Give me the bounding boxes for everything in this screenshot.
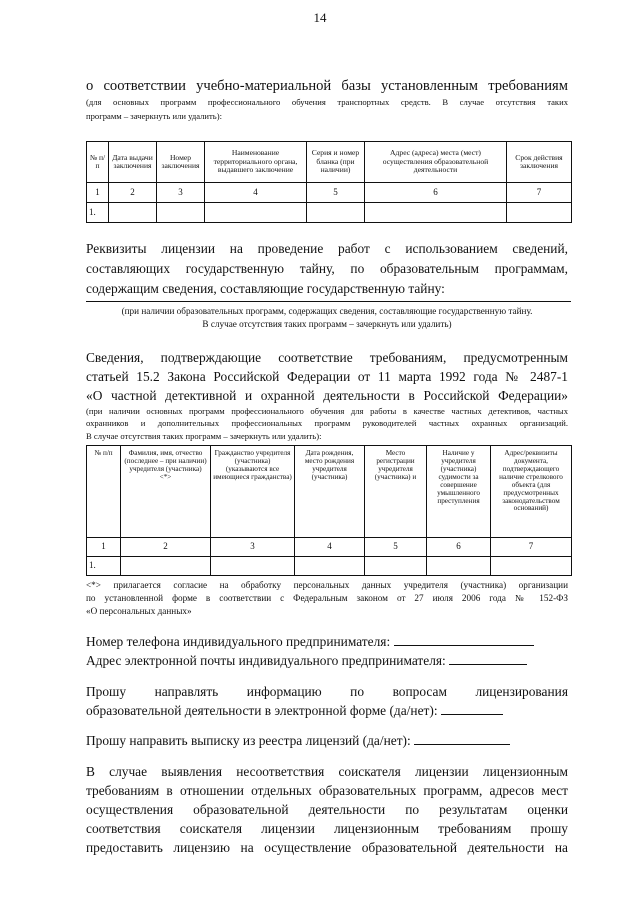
block2-fill-line: [86, 301, 571, 302]
block2-line1: Реквизиты лицензии на проведение работ с использованием сведений,: [86, 241, 568, 256]
table-header-row: [87, 142, 572, 183]
page-number: 14: [313, 10, 327, 25]
table-cell[interactable]: [295, 557, 365, 576]
block2-note2: В случае отсутствия таких программ – зачеркнуть или удалить): [202, 319, 452, 329]
col-header: Адрес/реквизиты документа, подтверждающего наличие стрелкового объекта (для предусмотренных законодательством оснований): [491, 446, 572, 538]
col-header: Срок действия заключения: [507, 142, 572, 183]
table-cell: 4: [295, 538, 365, 557]
table-cell[interactable]: [121, 557, 211, 576]
table-header-row: [87, 446, 572, 538]
block3-note2: охранников и дополнительных профессиональных программ руководителей частных охранных организаций.: [86, 418, 568, 428]
table-cell[interactable]: [365, 557, 427, 576]
col-header: Дата рождения, место рождения учредителя (участника): [295, 446, 365, 538]
table-cell[interactable]: [211, 557, 295, 576]
table-cell: 7: [507, 183, 572, 203]
table-cell: 1.: [87, 557, 121, 576]
footnote-line3: «О персональных данных»: [86, 606, 192, 616]
table-cell: 5: [307, 183, 365, 203]
col-header: Место регистрации учредителя (участника) и: [365, 446, 427, 538]
request1-line1: Прошу направлять информацию по вопросам лицензирования: [86, 684, 568, 699]
col-header: № п/п: [87, 142, 109, 183]
table-cell[interactable]: [507, 203, 572, 223]
col-header: № п/п: [87, 446, 121, 538]
table-cell: 3: [157, 183, 205, 203]
registry-extract-field[interactable]: [414, 744, 510, 745]
table-cell: 4: [205, 183, 307, 203]
table-cell[interactable]: [427, 557, 491, 576]
phone-row: [86, 634, 568, 650]
table-cell[interactable]: [491, 557, 572, 576]
table-row: [87, 203, 572, 223]
block3-line1: Сведения, подтверждающие соответствие требованиям, предусмотренным: [86, 350, 568, 365]
table-cell: 7: [491, 538, 572, 557]
col-header: Гражданство учредителя (участника) (указываются все имеющиеся гражданства): [211, 446, 295, 538]
block2-note1: (при наличии образовательных программ, содержащих сведения, составляющие государственную тайну.: [121, 306, 533, 316]
footnote-line1: <*> прилагается согласие на обработку персональных данных учредителя (участника) организации: [86, 580, 568, 590]
footnote-line2: по установленной форме в соответствии с Федеральным законом от 27 июля 2006 года № 152-ФЗ: [86, 593, 568, 603]
table-cell[interactable]: [109, 203, 157, 223]
col-header: Фамилия, имя, отчество (последнее – при наличии) учредителя (участника) <*>: [121, 446, 211, 538]
table-row: [87, 538, 572, 557]
request2-row: [86, 733, 568, 749]
table-row: [87, 557, 572, 576]
table-cell: 2: [109, 183, 157, 203]
col-header: Номер заключения: [157, 142, 205, 183]
email-label: Адрес электронной почты индивидуального предпринимателя:: [86, 653, 446, 668]
table-cell[interactable]: [157, 203, 205, 223]
table-cell: 5: [365, 538, 427, 557]
block1-note-line2: (для основных программ профессионального обучения транспортных средств. В случае отсутствия таких: [86, 97, 568, 107]
electronic-form-field[interactable]: [441, 714, 503, 715]
table-cell: 6: [427, 538, 491, 557]
final-line4: соответствия соискателя лицензии лицензионным требованиям прошу: [86, 821, 568, 836]
table-row: [87, 183, 572, 203]
table-cell: 2: [121, 538, 211, 557]
table-cell[interactable]: [205, 203, 307, 223]
col-header: Адрес (адреса) места (мест) осуществления образовательной деятельности: [365, 142, 507, 183]
final-line3: осуществления образовательной деятельности по результатам оценки: [86, 802, 568, 817]
table-cell: 1.: [87, 203, 109, 223]
table-cell: 3: [211, 538, 295, 557]
table-cell: 6: [365, 183, 507, 203]
block3-line3: «О частной детективной и охранной деятельности в Российской Федерации»: [86, 388, 568, 403]
col-header: Дата выдачи заключения: [109, 142, 157, 183]
final-line1: В случае выявления несоответствия соискателя лицензии лицензионным: [86, 764, 568, 779]
request2-line1: Прошу направить выписку из реестра лицензий (да/нет):: [86, 733, 411, 748]
phone-label: Номер телефона индивидуального предпринимателя:: [86, 634, 391, 649]
block3-note1: (при наличии основных программ профессионального обучения для работы в качестве частных детективов, частных: [86, 406, 568, 416]
block3-note3: В случае отсутствия таких программ – зачеркнуть или удалить):: [86, 431, 322, 441]
final-line5: предоставить лицензию на осуществление образовательной деятельности на: [86, 840, 568, 855]
col-header: Серия и номер бланка (при наличии): [307, 142, 365, 183]
table-cell: 1: [87, 183, 109, 203]
table-cell: 1: [87, 538, 121, 557]
request1-line2: образовательной деятельности в электронной форме (да/нет):: [86, 703, 438, 718]
col-header: Наименование территориального органа, выдавшего заключение: [205, 142, 307, 183]
table-founders: [86, 445, 572, 576]
table-conclusions: [86, 141, 572, 223]
block3-line2: статьей 15.2 Закона Российской Федерации от 11 марта 1992 года № 2487-1: [86, 369, 568, 384]
phone-field[interactable]: [394, 645, 534, 646]
block1-line1: о соответствии учебно-материальной базы установленным требованиям: [86, 78, 568, 94]
block2-line2: составляющих государственную тайну, по образовательным программам,: [86, 261, 568, 276]
table-cell[interactable]: [307, 203, 365, 223]
final-line2: требованиям в отношении отдельных образовательных программ, адресов мест: [86, 783, 568, 798]
block2-line3: содержащим сведения, составляющие государственную тайну:: [86, 281, 445, 296]
col-header: Наличие у учредителя (участника) судимости за совершение умышленного преступления: [427, 446, 491, 538]
email-field[interactable]: [449, 664, 527, 665]
block1-note-line3: программ – зачеркнуть или удалить):: [86, 111, 222, 121]
request1-row2: [86, 703, 568, 719]
table-cell[interactable]: [365, 203, 507, 223]
email-row: [86, 653, 568, 669]
